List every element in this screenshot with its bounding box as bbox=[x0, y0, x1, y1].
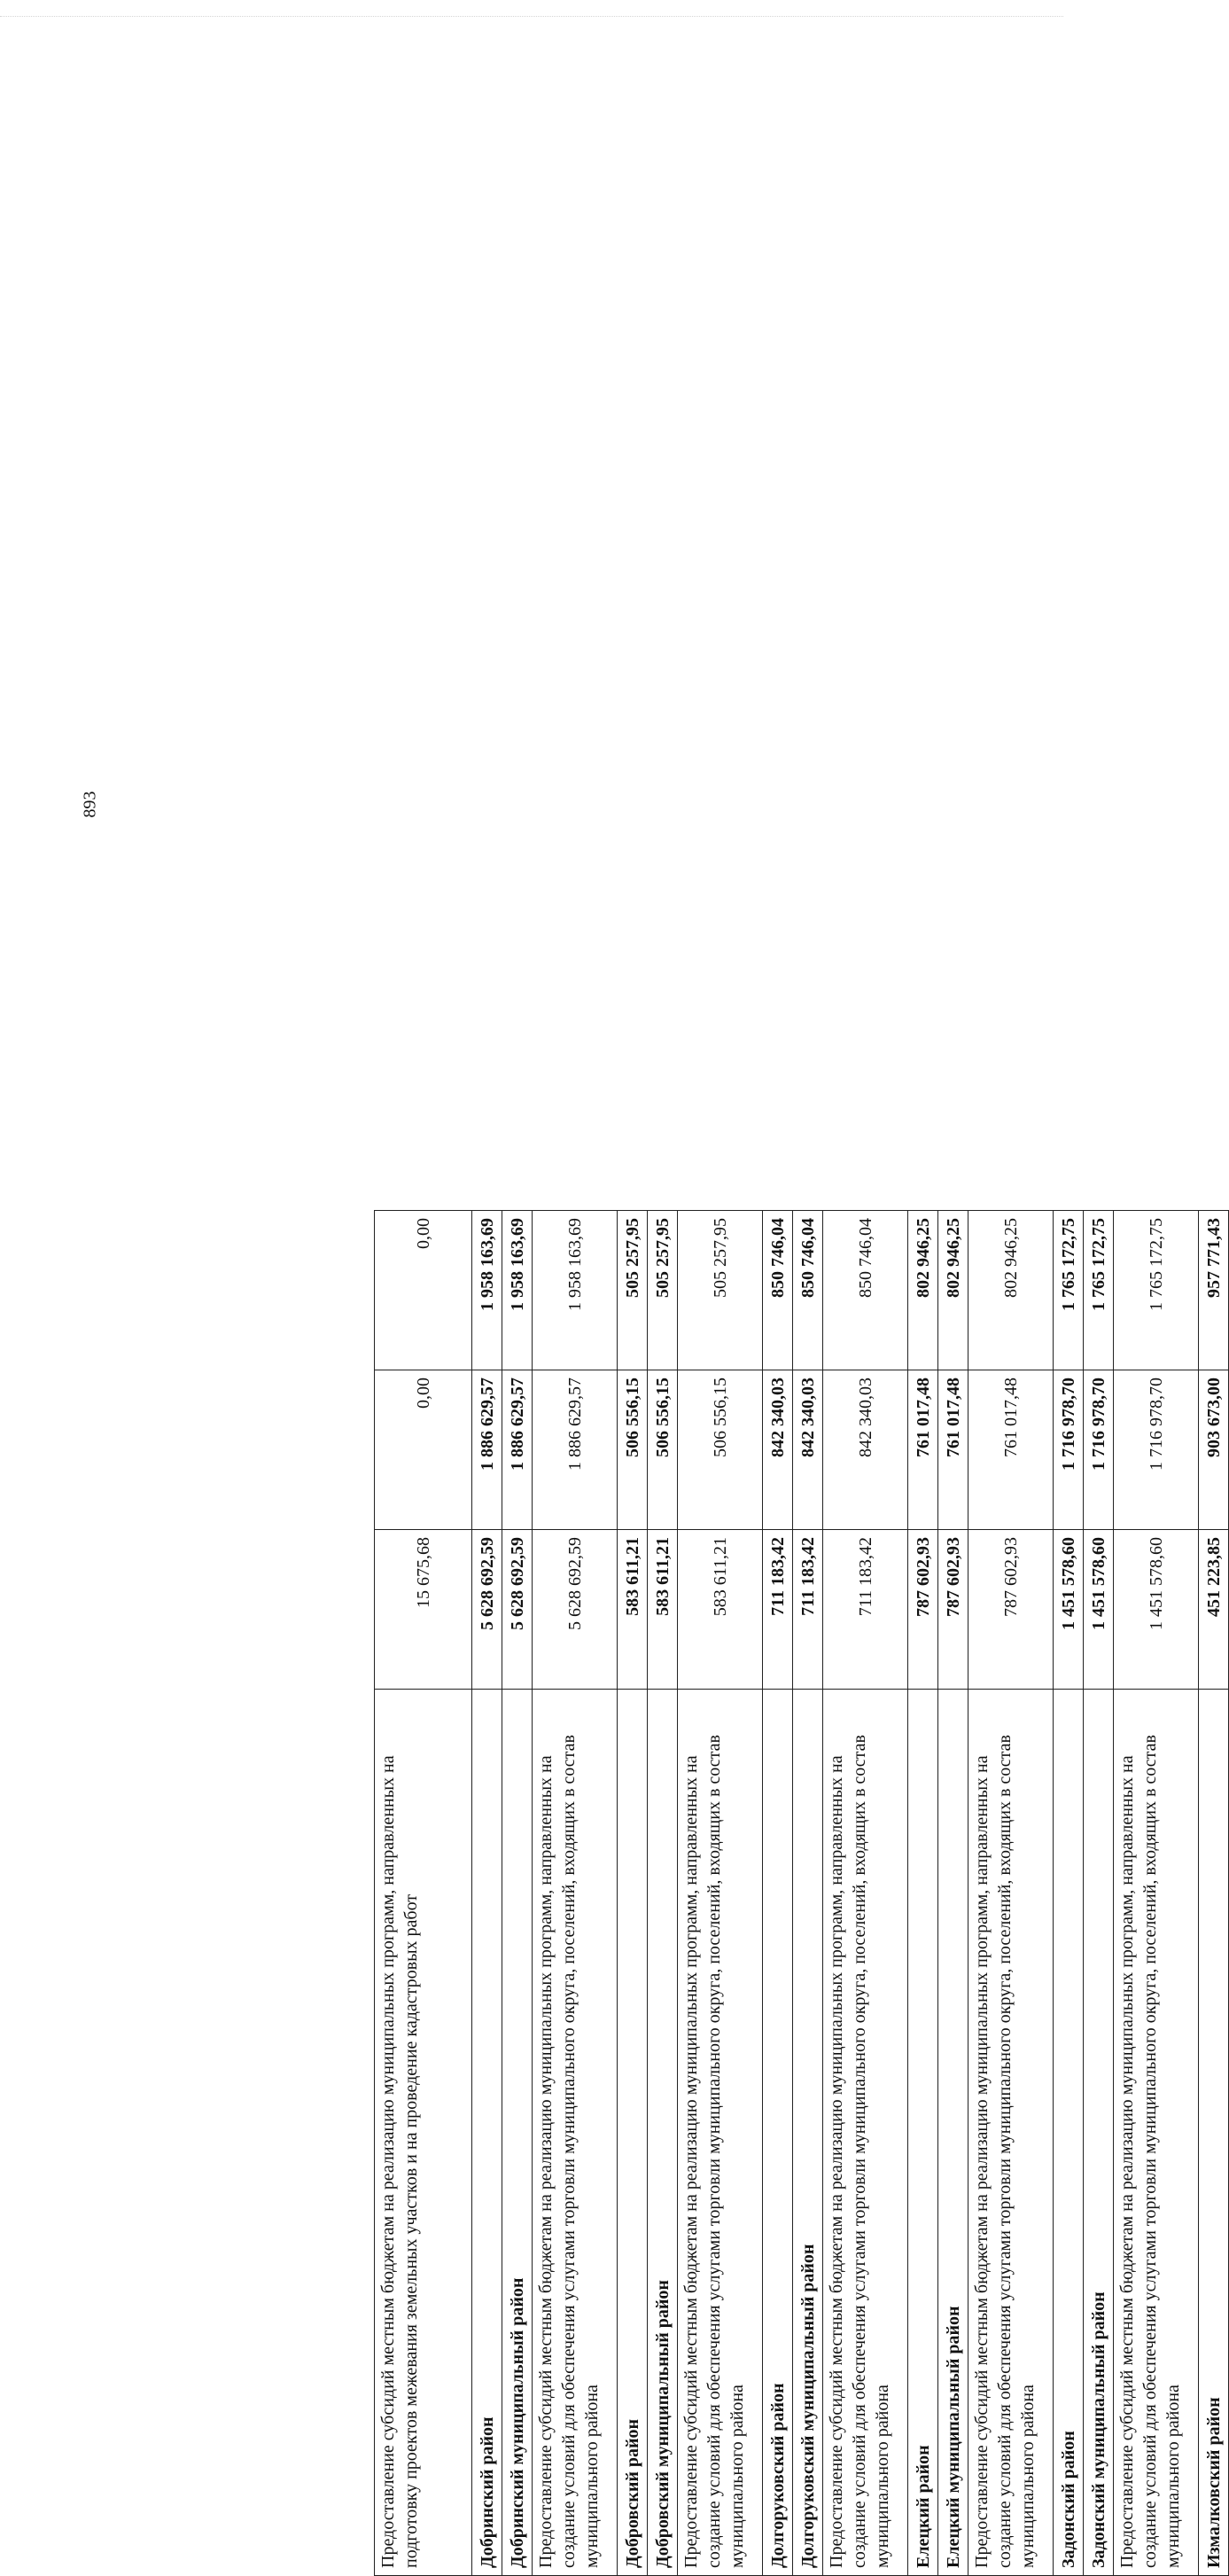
table-row bbox=[618, 1211, 648, 2576]
row-name-cell: Задонский район bbox=[1054, 1690, 1084, 2576]
row-name-cell: Добринский район bbox=[472, 1690, 502, 2576]
row-name-cell: Предоставление субсидий местным бюджетам на реализацию муниципальных программ, направленных на создание условий для обеспечения услугами торговли муниципального округа, поселений, входящих в состав муниципального района bbox=[968, 1690, 1054, 2576]
table-row bbox=[648, 1211, 678, 2576]
row-name-cell: Елецкий район bbox=[908, 1690, 938, 2576]
value-cell-3: 802 946,25 bbox=[938, 1211, 968, 1370]
row-name-cell: Долгоруковский муниципальный район bbox=[793, 1690, 823, 2576]
value-cell-1: 711 183,42 bbox=[763, 1530, 793, 1690]
value-cell-2: 842 340,03 bbox=[793, 1370, 823, 1530]
row-name-cell: Добровский муниципальный район bbox=[648, 1690, 678, 2576]
table-row bbox=[1084, 1211, 1114, 2576]
value-cell-2: 761 017,48 bbox=[968, 1370, 1054, 1530]
value-cell-3: 505 257,95 bbox=[678, 1211, 763, 1370]
value-cell-2: 506 556,15 bbox=[648, 1370, 678, 1530]
table-row bbox=[1199, 1211, 1229, 2576]
value-cell-3: 802 946,25 bbox=[908, 1211, 938, 1370]
table-row bbox=[472, 1211, 502, 2576]
value-cell-1: 583 611,21 bbox=[618, 1530, 648, 1690]
value-cell-1: 1 451 578,60 bbox=[1054, 1530, 1084, 1690]
value-cell-3: 505 257,95 bbox=[648, 1211, 678, 1370]
value-cell-2: 1 886 629,57 bbox=[502, 1370, 533, 1530]
table-body bbox=[375, 1211, 1229, 2576]
value-cell-2: 1 716 978,70 bbox=[1114, 1370, 1199, 1530]
value-cell-3: 1 765 172,75 bbox=[1054, 1211, 1084, 1370]
value-cell-2: 761 017,48 bbox=[908, 1370, 938, 1530]
table-row bbox=[968, 1211, 1054, 2576]
value-cell-2: 1 886 629,57 bbox=[533, 1370, 618, 1530]
row-name-cell: Измалковский район bbox=[1199, 1690, 1229, 2576]
value-cell-1: 1 451 578,60 bbox=[1084, 1530, 1114, 1690]
table-row bbox=[938, 1211, 968, 2576]
value-cell-3: 850 746,04 bbox=[793, 1211, 823, 1370]
row-name-cell: Предоставление субсидий местным бюджетам на реализацию муниципальных программ, направленных на создание условий для обеспечения услугами торговли муниципального округа, поселений, входящих в состав муниципального района bbox=[1114, 1690, 1199, 2576]
table-row bbox=[763, 1211, 793, 2576]
row-name-cell: Предоставление субсидий местным бюджетам на реализацию муниципальных программ, направленных на создание условий для обеспечения услугами торговли муниципального округа, поселений, входящих в состав муниципального района bbox=[678, 1690, 763, 2576]
value-cell-1: 5 628 692,59 bbox=[533, 1530, 618, 1690]
value-cell-3: 1 765 172,75 bbox=[1114, 1211, 1199, 1370]
row-name-cell: Предоставление субсидий местным бюджетам на реализацию муниципальных программ, направленных на создание условий для обеспечения услугами торговли муниципального округа, поселений, входящих в состав муниципального района bbox=[823, 1690, 908, 2576]
value-cell-3: 1 958 163,69 bbox=[533, 1211, 618, 1370]
table-row bbox=[678, 1211, 763, 2576]
row-name-cell: Предоставление субсидий местным бюджетам на реализацию муниципальных программ, направленных на создание условий для обеспечения услугами торговли муниципального округа, поселений, входящих в состав муниципального района bbox=[533, 1690, 618, 2576]
value-cell-3: 1 958 163,69 bbox=[472, 1211, 502, 1370]
value-cell-1: 5 628 692,59 bbox=[472, 1530, 502, 1690]
page-number: 893 bbox=[80, 791, 100, 818]
value-cell-1: 583 611,21 bbox=[648, 1530, 678, 1690]
value-cell-1: 1 451 578,60 bbox=[1114, 1530, 1199, 1690]
table-row bbox=[375, 1211, 472, 2576]
value-cell-2: 842 340,03 bbox=[763, 1370, 793, 1530]
row-name-cell: Задонский муниципальный район bbox=[1084, 1690, 1114, 2576]
value-cell-2: 1 886 629,57 bbox=[472, 1370, 502, 1530]
value-cell-1: 787 602,93 bbox=[908, 1530, 938, 1690]
table-row bbox=[502, 1211, 533, 2576]
value-cell-1: 583 611,21 bbox=[678, 1530, 763, 1690]
value-cell-1: 711 183,42 bbox=[793, 1530, 823, 1690]
budget-table-wrapper bbox=[374, 1211, 1224, 2576]
value-cell-3: 850 746,04 bbox=[823, 1211, 908, 1370]
value-cell-2: 1 716 978,70 bbox=[1054, 1370, 1084, 1530]
table-row bbox=[1054, 1211, 1084, 2576]
row-name-cell: Добринский муниципальный район bbox=[502, 1690, 533, 2576]
value-cell-3: 505 257,95 bbox=[618, 1211, 648, 1370]
table-row bbox=[533, 1211, 618, 2576]
value-cell-1: 451 223,85 bbox=[1199, 1530, 1229, 1690]
value-cell-2: 761 017,48 bbox=[938, 1370, 968, 1530]
value-cell-2: 903 673,00 bbox=[1199, 1370, 1229, 1530]
row-name-cell: Добровский район bbox=[618, 1690, 648, 2576]
value-cell-1: 787 602,93 bbox=[938, 1530, 968, 1690]
value-cell-2: 842 340,03 bbox=[823, 1370, 908, 1530]
value-cell-1: 5 628 692,59 bbox=[502, 1530, 533, 1690]
budget-table bbox=[374, 1210, 1229, 2576]
value-cell-1: 787 602,93 bbox=[968, 1530, 1054, 1690]
table-row bbox=[793, 1211, 823, 2576]
table-row bbox=[823, 1211, 908, 2576]
value-cell-3: 850 746,04 bbox=[763, 1211, 793, 1370]
value-cell-1: 15 675,68 bbox=[375, 1530, 472, 1690]
row-name-cell: Долгоруковский район bbox=[763, 1690, 793, 2576]
value-cell-2: 506 556,15 bbox=[678, 1370, 763, 1530]
value-cell-2: 1 716 978,70 bbox=[1084, 1370, 1114, 1530]
value-cell-1: 711 183,42 bbox=[823, 1530, 908, 1690]
value-cell-3: 0,00 bbox=[375, 1211, 472, 1370]
value-cell-3: 957 771,43 bbox=[1199, 1211, 1229, 1370]
value-cell-2: 0,00 bbox=[375, 1370, 472, 1530]
table-row bbox=[1114, 1211, 1199, 2576]
value-cell-3: 1 765 172,75 bbox=[1084, 1211, 1114, 1370]
value-cell-3: 1 958 163,69 bbox=[502, 1211, 533, 1370]
value-cell-2: 506 556,15 bbox=[618, 1370, 648, 1530]
value-cell-3: 802 946,25 bbox=[968, 1211, 1054, 1370]
row-name-cell: Елецкий муниципальный район bbox=[938, 1690, 968, 2576]
row-name-cell: Предоставление субсидий местным бюджетам на реализацию муниципальных программ, направленных на подготовку проектов межевания земельных участков и на проведение кадастровых работ bbox=[375, 1690, 472, 2576]
scan-edge bbox=[0, 0, 1063, 17]
table-row bbox=[908, 1211, 938, 2576]
